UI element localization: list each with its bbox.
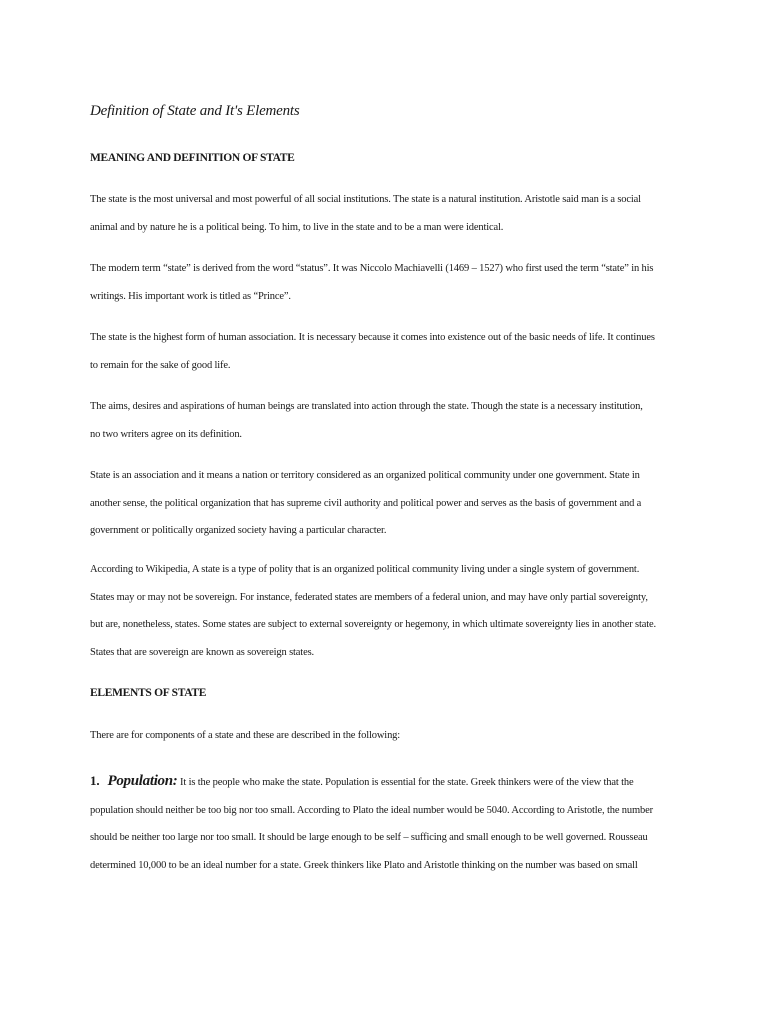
paragraph-line: writings. His important work is titled as “Prince”.: [90, 290, 291, 302]
population-first-line: [90, 767, 690, 797]
heading-meaning: MEANING AND DEFINITION OF STATE: [90, 152, 295, 164]
paragraph-line: The state is the highest form of human association. It is necessary because it comes into existence out of the basic needs of life. It continues: [90, 332, 655, 343]
paragraph-4: [90, 393, 690, 448]
paragraph-6: [90, 556, 690, 666]
paragraph-line: State is an association and it means a nation or territory considered as an organized political community under one government. State in: [90, 470, 640, 481]
paragraph-1: [90, 186, 690, 241]
heading-elements: ELEMENTS OF STATE: [90, 687, 207, 699]
paragraph-line: but are, nonetheless, states. Some states are subject to external sovereignty or hegemony, in which ultimate sovereignty lies in another state.: [90, 619, 656, 630]
paragraph-line: The modern term “state” is derived from the word “status”. It was Niccolo Machiavelli (1469 – 1527) who first used the term “state” in his: [90, 263, 654, 274]
list-number: 1.: [90, 773, 100, 788]
paragraph-5: [90, 462, 690, 545]
paragraph-line: States may or may not be sovereign. For instance, federated states are members of a federal union, and may have only partial sovereignty,: [90, 591, 648, 603]
paragraph-line: no two writers agree on its definition.: [90, 428, 242, 440]
paragraph-line: animal and by nature he is a political being. To him, to live in the state and to be a man were identical.: [90, 221, 504, 233]
paragraph-line: population should neither be too big nor too small. According to Plato the ideal number would be 5040. According to Aristotle, the number: [90, 804, 653, 816]
paragraph-line: determined 10,000 to be an ideal number for a state. Greek thinkers like Plato and Aristotle thinking on the number was based on small: [90, 859, 638, 871]
paragraph-line: to remain for the sake of good life.: [90, 359, 231, 371]
population-text: It is the people who make the state. Population is essential for the state. Greek thinkers were of the view that the: [177, 777, 634, 788]
paragraph-line: another sense, the political organization that has supreme civil authority and political power and serves as the basis of government and a: [90, 497, 642, 509]
paragraph-line: The state is the most universal and most powerful of all social institutions. The state is a natural institution. Aristotle said man is a social: [90, 194, 641, 205]
paragraph-7: [90, 722, 690, 750]
document-title: Definition of State and It's Elements: [90, 103, 300, 119]
population-section: [90, 767, 690, 879]
paragraph-line: should be neither too large nor too small. It should be large enough to be self – sufficing and small enough to be well governed. Rousseau: [90, 832, 648, 843]
paragraph-line: States that are sovereign are known as sovereign states.: [90, 646, 314, 658]
paragraph-line: There are for components of a state and these are described in the following:: [90, 730, 401, 741]
paragraph-line: The aims, desires and aspirations of human beings are translated into action through the state. Though the state is a necessary institution,: [90, 401, 643, 412]
paragraph-3: [90, 324, 690, 379]
paragraph-2: [90, 255, 690, 310]
paragraph-line: government or politically organized society having a particular character.: [90, 525, 387, 536]
population-label: Population:: [107, 773, 178, 789]
paragraph-line: According to Wikipedia, A state is a type of polity that is an organized political community living under a single system of government.: [90, 564, 640, 575]
